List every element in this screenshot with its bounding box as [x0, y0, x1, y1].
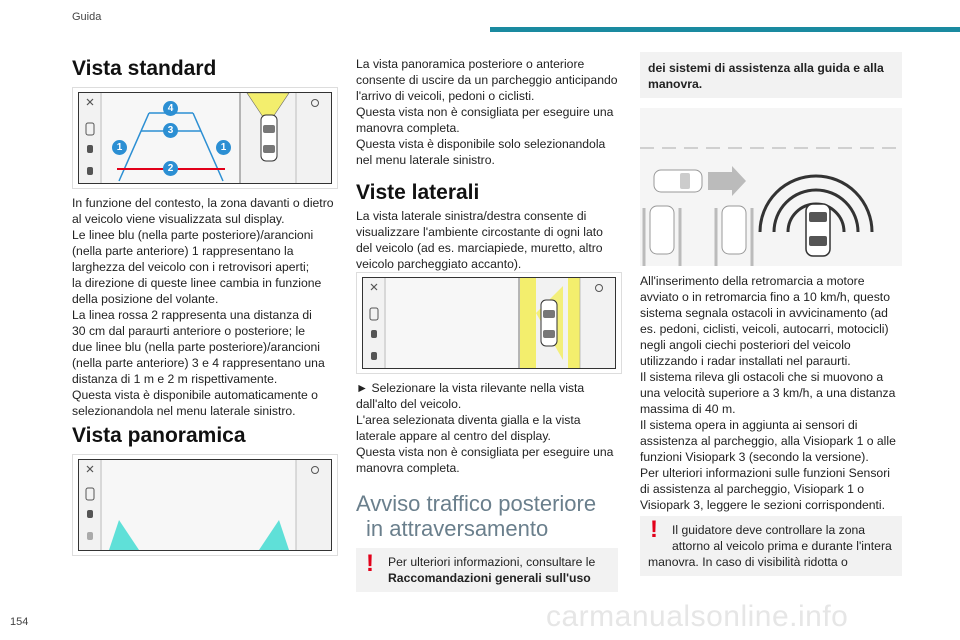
warning-box-recommendations: ! Per ulteriori informazioni, consultare le Raccomandazioni generali sull'uso [356, 548, 618, 592]
car-front-icon [371, 330, 377, 338]
close-icon [87, 466, 93, 472]
close-icon [371, 284, 377, 290]
standard-view-drawing [79, 93, 331, 183]
figure-side-view [356, 272, 622, 374]
car-top-icon [370, 308, 378, 320]
car-rear-icon [87, 167, 93, 175]
own-vehicle [806, 204, 830, 256]
settings-icon [312, 100, 319, 107]
vehicle-top-view [541, 300, 557, 346]
side-views-instructions: ► Selezionare la vista rilevante nella vista dall'alto del veicolo. L'area selezionata diventa gialla e la vista laterale appare al centro del display. Questa vista non è consigliata per eseguire una manovra completa. [356, 381, 614, 475]
display-screen [362, 277, 616, 369]
car-top-icon [86, 488, 94, 500]
car-rear-icon [371, 352, 377, 360]
side-view-drawing [363, 278, 615, 368]
warning-box-driver: ! Il guidatore deve controllare la zona attorno al veicolo prima e durante l'intera manovra. In caso di visibilità ridotta o [640, 516, 902, 576]
standard-view-text: In funzione del contesto, la zona davanti o dietro al veicolo viene visualizzata sul display. Le linee blu (nella parte posteriore)/arancioni (nella parte anteriore) 1 rappresentano la larghezza del veicolo con i retrovisori aperti; la direzione di queste linee cambia in funzione della posizione del volante. La linea rossa 2 rappresenta una distanza di 30 cm dal paraurti anteriore o posteriore; le due linee blu (nella parte posteriore)/arancioni (nella parte anteriore) 3 e 4 rappresentano una distanza di 1 m e 2 m rispettivamente. Questa vista è disponibile automaticamente o selezionandola nel menu laterale sinistro. [72, 196, 334, 418]
panoramic-view-drawing [79, 460, 331, 550]
heading-rear-cross-traffic: Avviso traffico posteriore in attraversamento [356, 491, 597, 541]
heading-vista-panoramica: Vista panoramica [72, 424, 246, 447]
marker-3: 3 [163, 123, 178, 138]
arrow-icon [708, 166, 746, 196]
marker-1-right: 1 [216, 140, 231, 155]
settings-icon [596, 285, 603, 292]
figure-rear-cross-traffic [640, 108, 902, 266]
header-accent-bar [490, 27, 960, 32]
figure-panoramic-view [72, 454, 338, 556]
car-front-icon [87, 145, 93, 153]
heading-vista-standard: Vista standard [72, 57, 217, 80]
page-number: 154 [10, 616, 29, 628]
car-rear-icon [87, 532, 93, 540]
display-screen [78, 459, 332, 551]
car-front-icon [87, 510, 93, 518]
watermark: carmanualsonline.info [546, 600, 849, 633]
warning-exclamation-icon: ! [650, 516, 658, 543]
display-screen [78, 92, 332, 184]
marker-2: 2 [163, 161, 178, 176]
figure-standard-view [72, 87, 338, 189]
marker-1-left: 1 [112, 140, 127, 155]
vehicle-top-view [261, 115, 277, 161]
side-views-text: La vista laterale sinistra/destra consente di visualizzare l'ambiente circostante di ogni lato del veicolo (ad es. marciapiede, muretto, altro veicolo parcheggiato accanto). [356, 209, 603, 271]
heading-viste-laterali: Viste laterali [356, 181, 480, 204]
header-title: Guida [72, 11, 102, 23]
panoramic-view-text: La vista panoramica posteriore o anteriore consente di uscire da un parcheggio anticipando l'arrivo di veicoli, pedoni o ciclisti. Questa vista non è consigliata per eseguire una manovra completa. Questa vista è disponibile solo selezionandola nel menu laterale sinistro. [356, 57, 618, 167]
rear-cross-traffic-drawing [640, 108, 902, 266]
rear-cross-traffic-text: All'inserimento della retromarcia a motore avviato o in retromarcia fino a 10 km/h, questo sistema segnala ostacoli in avvicinamento (ad es. pedoni, ciclisti, veicoli, autocarri, motocicli) negli angoli ciechi posteriori del veicolo utilizzando i radar installati nel paraurti. Il sistema rileva gli ostacoli che si muovono a una velocità superiore a 3 km/h, a una distanza massima di 40 m. Il sistema opera in aggiunta ai sensori di assistenza al parcheggio, alla Visiopark 1 o alle funzioni Visiopark 3 (secondo la versione). Per ulteriori informazioni sulle funzioni Sensori di assistenza al parcheggio, Visiopark 1 o Visiopark 3, leggere le sezioni corrispondenti. [640, 274, 896, 512]
continued-box: dei sistemi di assistenza alla guida e alla manovra. [640, 52, 902, 98]
marker-4: 4 [163, 101, 178, 116]
warning-exclamation-icon: ! [366, 550, 374, 577]
settings-icon [312, 467, 319, 474]
